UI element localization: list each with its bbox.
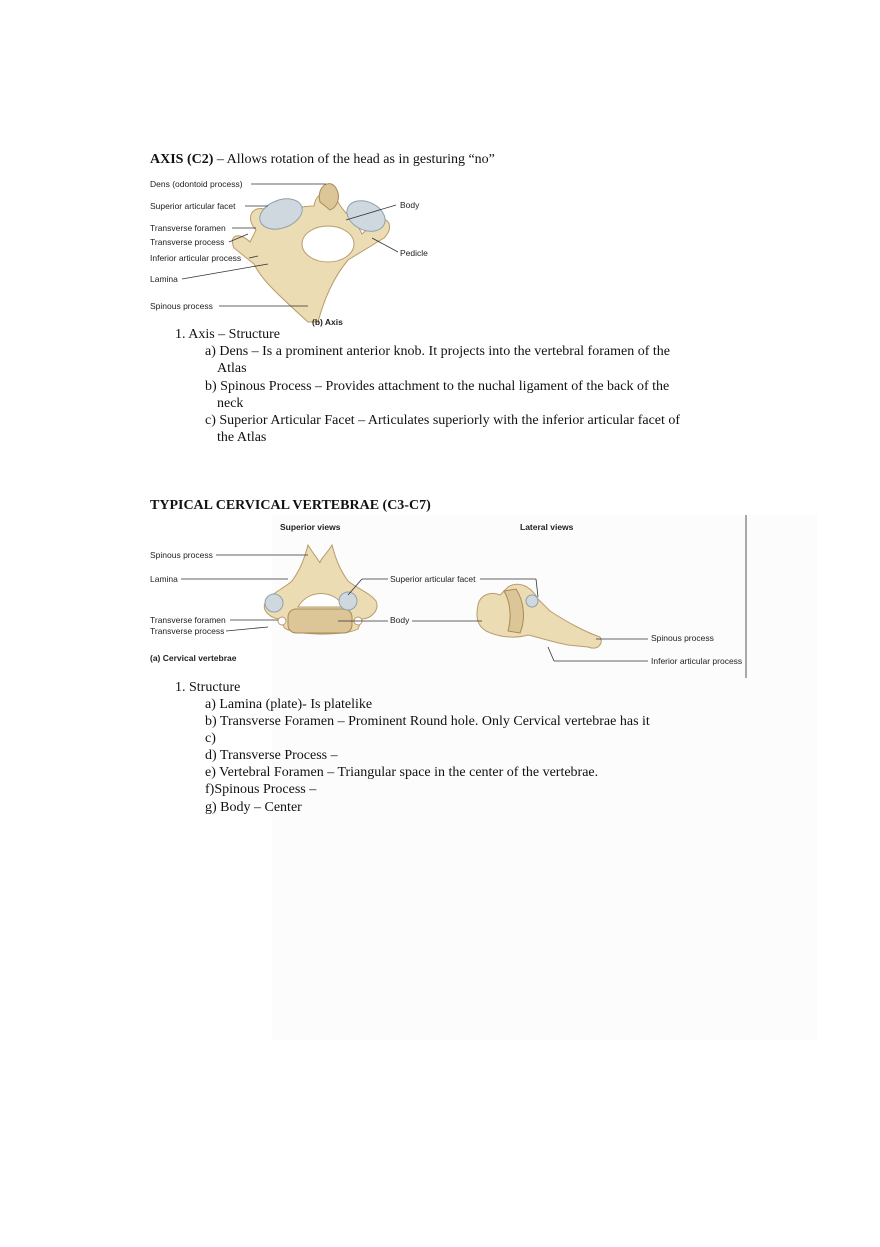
axis-label-inferior-process: Inferior articular process [150, 253, 242, 263]
axis-label-spinous: Spinous process [150, 301, 213, 311]
cervical-item-c: c) [205, 731, 216, 746]
cervical-label-spinous: Spinous process [150, 550, 213, 560]
axis-item-b-line2: neck [217, 396, 244, 411]
axis-heading [150, 151, 495, 168]
axis-figure-caption: (b) Axis [312, 317, 343, 327]
cervical-figure [148, 515, 748, 680]
cervical-label-transverse-process: Transverse process [150, 626, 225, 636]
axis-item-a-line1: a) Dens – Is a prominent anterior knob. It projects into the vertebral foramen of the [205, 344, 670, 359]
cervical-item-b: b) Transverse Foramen – Prominent Round hole. Only Cervical vertebrae has it [205, 714, 650, 729]
cervical-item-g: g) Body – Center [205, 800, 302, 815]
axis-label-lamina: Lamina [150, 274, 178, 284]
cervical-label-superior-facet: Superior articular facet [390, 574, 476, 584]
cervical-item-e: e) Vertebral Foramen – Triangular space in the center of the vertebrae. [205, 765, 599, 780]
axis-label-body: Body [400, 200, 420, 210]
axis-label-pedicle: Pedicle [400, 248, 428, 258]
cervical-lateral-views-title: Lateral views [520, 522, 574, 532]
cervical-superior-views-title: Superior views [280, 522, 341, 532]
axis-label-transverse-process: Transverse process [150, 237, 225, 247]
cervical-heading-bold: TYPICAL CERVICAL VERTEBRAE (C3-C7) [150, 498, 431, 513]
axis-item-c-line2: the Atlas [217, 430, 267, 445]
cervical-figure-caption: (a) Cervical vertebrae [150, 653, 237, 663]
axis-figure [148, 172, 438, 330]
axis-label-transverse-foramen: Transverse foramen [150, 223, 226, 233]
cervical-label-lateral-spinous: Spinous process [651, 633, 714, 643]
axis-item-a-line2: Atlas [217, 361, 247, 376]
cervical-heading [150, 497, 431, 514]
cervical-label-body: Body [390, 615, 410, 625]
axis-list-title: 1. Axis – Structure [175, 327, 280, 342]
cervical-label-transverse-foramen: Transverse foramen [150, 615, 226, 625]
axis-item-b-line1: b) Spinous Process – Provides attachment to the nuchal ligament of the back of the [205, 379, 670, 394]
axis-label-dens: Dens (odontoid process) [150, 179, 243, 189]
cervical-item-d: d) Transverse Process – [205, 748, 338, 763]
axis-label-superior-facet: Superior articular facet [150, 201, 236, 211]
axis-heading-rest: – Allows rotation of the head as in gesturing “no” [213, 152, 495, 167]
cervical-label-lamina: Lamina [150, 574, 178, 584]
cervical-item-f: f)Spinous Process – [205, 782, 317, 797]
axis-heading-bold: AXIS (C2) [150, 152, 214, 167]
cervical-label-lateral-inferior: Inferior articular process [651, 656, 743, 666]
axis-item-c-line1: c) Superior Articular Facet – Articulates superiorly with the inferior articular facet of [205, 413, 681, 428]
cervical-list-title: 1. Structure [175, 680, 241, 695]
cervical-item-a: a) Lamina (plate)- Is platelike [205, 697, 373, 712]
